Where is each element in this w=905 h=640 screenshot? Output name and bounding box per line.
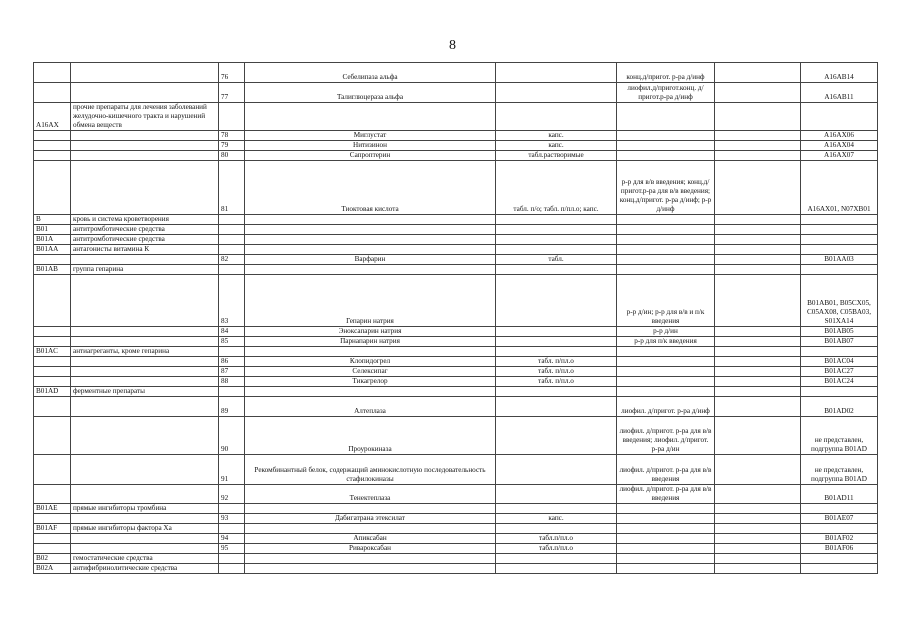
dosage-form-oral [496, 103, 617, 131]
atc-group-code [34, 83, 71, 103]
atc-group-code [34, 357, 71, 367]
empty-cell [715, 235, 801, 245]
dosage-form-oral: табл.растворимые [496, 151, 617, 161]
atc-group-code [34, 397, 71, 417]
dosage-form-parenteral [617, 504, 715, 514]
empty-cell [715, 215, 801, 225]
drug-name: Алтеплаза [245, 397, 496, 417]
row-number [219, 235, 245, 245]
table-row [34, 235, 878, 245]
atc-code [801, 387, 878, 397]
drug-name: Тикагрелор [245, 377, 496, 387]
group-description [71, 534, 219, 544]
atc-group-code [34, 337, 71, 347]
table-row [34, 544, 878, 554]
dosage-form-oral [496, 455, 617, 485]
table-row [34, 534, 878, 544]
dosage-form-oral [496, 417, 617, 455]
table-row [34, 554, 878, 564]
atc-group-code [34, 151, 71, 161]
drug-name [245, 554, 496, 564]
atc-code: A16AB14 [801, 63, 878, 83]
dosage-form-oral [496, 225, 617, 235]
dosage-form-parenteral [617, 215, 715, 225]
drug-name: Варфарин [245, 255, 496, 265]
table-row [34, 275, 878, 327]
atc-group-code [34, 275, 71, 327]
group-description [71, 417, 219, 455]
atc-group-code: B01AB [34, 265, 71, 275]
dosage-form-oral: табл. [496, 255, 617, 265]
dosage-form-oral: табл.п/пл.о [496, 534, 617, 544]
group-description [71, 455, 219, 485]
table-row [34, 377, 878, 387]
atc-code [801, 235, 878, 245]
empty-cell [715, 504, 801, 514]
dosage-form-oral [496, 83, 617, 103]
drug-name [245, 387, 496, 397]
dosage-form-parenteral: р-р для п/к введения [617, 337, 715, 347]
atc-code: B01AD02 [801, 397, 878, 417]
dosage-form-parenteral: р-р д/ин [617, 327, 715, 337]
row-number: 84 [219, 327, 245, 337]
atc-code: B01AB07 [801, 337, 878, 347]
row-number: 87 [219, 367, 245, 377]
dosage-form-oral [496, 347, 617, 357]
atc-group-code: B [34, 215, 71, 225]
page-number: 8 [449, 38, 456, 53]
dosage-form-oral [496, 554, 617, 564]
table-row [34, 63, 878, 83]
group-description: гемостатические средства [71, 554, 219, 564]
dosage-form-parenteral [617, 367, 715, 377]
group-description [71, 151, 219, 161]
atc-code [801, 347, 878, 357]
drug-name: Тенектеплаза [245, 485, 496, 504]
atc-code [801, 554, 878, 564]
atc-group-code: B01 [34, 225, 71, 235]
table-row [34, 524, 878, 534]
dosage-form-parenteral [617, 544, 715, 554]
table-row [34, 367, 878, 377]
atc-code: A16AX04 [801, 141, 878, 151]
group-description: антиагреганты, кроме гепарина [71, 347, 219, 357]
dosage-form-parenteral [617, 514, 715, 524]
atc-group-code [34, 367, 71, 377]
atc-group-code: B01AD [34, 387, 71, 397]
drug-name [245, 215, 496, 225]
table-row [34, 245, 878, 255]
table-row [34, 83, 878, 103]
group-description [71, 83, 219, 103]
empty-cell [715, 265, 801, 275]
group-description [71, 63, 219, 83]
table-row [34, 337, 878, 347]
atc-group-code [34, 417, 71, 455]
drug-name: Рекомбинантный белок, содержащий аминокислотную последовательность стафилокиназы [245, 455, 496, 485]
empty-cell [715, 367, 801, 377]
table-row [34, 103, 878, 131]
row-number: 79 [219, 141, 245, 151]
dosage-form-parenteral: лиофил. д/пригот. р-ра для в/в введения; лиофил. д/пригот. р-ра д/ин [617, 417, 715, 455]
atc-code [801, 245, 878, 255]
dosage-form-oral [496, 265, 617, 275]
empty-cell [715, 255, 801, 265]
empty-cell [715, 357, 801, 367]
dosage-form-parenteral [617, 377, 715, 387]
drug-name: Проурокиназа [245, 417, 496, 455]
atc-group-code [34, 161, 71, 215]
atc-group-code [34, 544, 71, 554]
table-row [34, 504, 878, 514]
atc-group-code [34, 63, 71, 83]
dosage-form-oral [496, 235, 617, 245]
atc-code [801, 524, 878, 534]
group-description: группа гепарина [71, 265, 219, 275]
dosage-form-oral [496, 485, 617, 504]
row-number [219, 347, 245, 357]
drug-name: Сапроптерин [245, 151, 496, 161]
table-row [34, 387, 878, 397]
group-description [71, 397, 219, 417]
empty-cell [715, 245, 801, 255]
row-number: 95 [219, 544, 245, 554]
table-row [34, 215, 878, 225]
atc-code [801, 504, 878, 514]
atc-group-code [34, 455, 71, 485]
drug-name [245, 504, 496, 514]
drug-name: Апиксабан [245, 534, 496, 544]
empty-cell [715, 554, 801, 564]
row-number [219, 387, 245, 397]
empty-cell [715, 275, 801, 327]
drug-name [245, 564, 496, 574]
atc-code: B01AF06 [801, 544, 878, 554]
drug-name [245, 245, 496, 255]
drug-name: Клопидогрел [245, 357, 496, 367]
empty-cell [715, 514, 801, 524]
atc-group-code: A16AX [34, 103, 71, 131]
dosage-form-oral: табл. п/о; табл. п/пл.о; капс. [496, 161, 617, 215]
dosage-form-oral: табл. п/пл.о [496, 377, 617, 387]
dosage-form-parenteral [617, 524, 715, 534]
atc-code: B01AE07 [801, 514, 878, 524]
atc-code [801, 564, 878, 574]
table-row [34, 455, 878, 485]
empty-cell [715, 534, 801, 544]
drug-name [245, 235, 496, 245]
row-number: 85 [219, 337, 245, 347]
dosage-form-parenteral [617, 235, 715, 245]
dosage-form-parenteral [617, 225, 715, 235]
row-number [219, 265, 245, 275]
dosage-form-oral: капс. [496, 131, 617, 141]
drug-name: Себелипаза альфа [245, 63, 496, 83]
drug-table [33, 62, 878, 574]
table-row [34, 265, 878, 275]
atc-code [801, 265, 878, 275]
dosage-form-parenteral [617, 357, 715, 367]
dosage-form-parenteral: конц.д/пригот. р-ра д/инф [617, 63, 715, 83]
dosage-form-parenteral [617, 141, 715, 151]
empty-cell [715, 63, 801, 83]
table-row [34, 397, 878, 417]
row-number: 76 [219, 63, 245, 83]
dosage-form-parenteral [617, 554, 715, 564]
empty-cell [715, 103, 801, 131]
group-description [71, 485, 219, 504]
row-number: 91 [219, 455, 245, 485]
row-number [219, 215, 245, 225]
empty-cell [715, 131, 801, 141]
row-number: 90 [219, 417, 245, 455]
row-number [219, 524, 245, 534]
group-description: антифибринолитические средства [71, 564, 219, 574]
empty-cell [715, 337, 801, 347]
dosage-form-oral: табл. п/пл.о [496, 357, 617, 367]
group-description [71, 161, 219, 215]
row-number: 81 [219, 161, 245, 215]
group-description [71, 141, 219, 151]
empty-cell [715, 417, 801, 455]
group-description [71, 514, 219, 524]
dosage-form-oral: табл. п/пл.о [496, 367, 617, 377]
dosage-form-oral: капс. [496, 514, 617, 524]
atc-group-code [34, 131, 71, 141]
atc-code: A16AX06 [801, 131, 878, 141]
atc-group-code: B01AF [34, 524, 71, 534]
atc-code: B01AF02 [801, 534, 878, 544]
dosage-form-parenteral: лиофил. д/пригот. р-ра для в/в введения [617, 485, 715, 504]
atc-group-code: B01A [34, 235, 71, 245]
row-number [219, 245, 245, 255]
dosage-form-oral [496, 564, 617, 574]
dosage-form-oral: табл.п/пл.о [496, 544, 617, 554]
atc-code: B01AC27 [801, 367, 878, 377]
atc-code: A16AX07 [801, 151, 878, 161]
drug-name: Ривароксабан [245, 544, 496, 554]
row-number [219, 504, 245, 514]
dosage-form-parenteral [617, 347, 715, 357]
drug-name: Эноксапарин натрия [245, 327, 496, 337]
row-number: 78 [219, 131, 245, 141]
atc-group-code: B01AE [34, 504, 71, 514]
drug-name: Миглустат [245, 131, 496, 141]
atc-code: B01AD11 [801, 485, 878, 504]
dosage-form-parenteral [617, 245, 715, 255]
row-number: 82 [219, 255, 245, 265]
group-description [71, 255, 219, 265]
row-number: 88 [219, 377, 245, 387]
drug-name [245, 103, 496, 131]
drug-name [245, 265, 496, 275]
table-row [34, 151, 878, 161]
dosage-form-parenteral [617, 265, 715, 275]
group-description [71, 377, 219, 387]
drug-name [245, 524, 496, 534]
drug-name: Нитизинон [245, 141, 496, 151]
table-row [34, 141, 878, 151]
group-description: прочие препараты для лечения заболеваний желудочно-кишечного тракта и нарушений обмена веществ [71, 103, 219, 131]
group-description: прямые ингибиторы тромбина [71, 504, 219, 514]
dosage-form-parenteral [617, 534, 715, 544]
dosage-form-oral [496, 524, 617, 534]
dosage-form-oral [496, 215, 617, 225]
dosage-form-parenteral [617, 387, 715, 397]
table-row [34, 131, 878, 141]
dosage-form-parenteral: лиофил. д/пригот. р-ра для в/в введения [617, 455, 715, 485]
atc-code: B01AA03 [801, 255, 878, 265]
empty-cell [715, 83, 801, 103]
atc-code: B01AC04 [801, 357, 878, 367]
drug-name: Талиглюцераза альфа [245, 83, 496, 103]
atc-code [801, 225, 878, 235]
drug-name: Дабигатрана этексилат [245, 514, 496, 524]
empty-cell [715, 377, 801, 387]
dosage-form-oral [496, 327, 617, 337]
dosage-form-parenteral: р-р д/ин; р-р для в/в и п/к введения [617, 275, 715, 327]
row-number: 94 [219, 534, 245, 544]
atc-group-code [34, 327, 71, 337]
atc-code: не представлен, подгруппа B01AD [801, 417, 878, 455]
dosage-form-parenteral: лиофил. д/пригот. р-ра д/инф [617, 397, 715, 417]
group-description [71, 337, 219, 347]
table-row [34, 357, 878, 367]
table-row [34, 327, 878, 337]
drug-name: Селексипаг [245, 367, 496, 377]
empty-cell [715, 544, 801, 554]
table-body [34, 63, 878, 574]
row-number: 92 [219, 485, 245, 504]
table-row [34, 514, 878, 524]
row-number: 77 [219, 83, 245, 103]
row-number [219, 103, 245, 131]
dosage-form-oral [496, 504, 617, 514]
table-row [34, 255, 878, 265]
atc-group-code [34, 534, 71, 544]
dosage-form-oral: капс. [496, 141, 617, 151]
empty-cell [715, 397, 801, 417]
dosage-form-oral [496, 387, 617, 397]
empty-cell [715, 347, 801, 357]
atc-code: B01AB05 [801, 327, 878, 337]
group-description: кровь и система кроветворения [71, 215, 219, 225]
drug-name: Тиоктовая кислота [245, 161, 496, 215]
empty-cell [715, 151, 801, 161]
dosage-form-oral [496, 397, 617, 417]
atc-group-code [34, 377, 71, 387]
atc-code: A16AX01, N07XB01 [801, 161, 878, 215]
empty-cell [715, 161, 801, 215]
group-description: антитромботические средства [71, 235, 219, 245]
drug-name: Парнапарин натрия [245, 337, 496, 347]
empty-cell [715, 141, 801, 151]
drug-name [245, 347, 496, 357]
dosage-form-oral [496, 337, 617, 347]
atc-group-code: B02 [34, 554, 71, 564]
atc-group-code [34, 485, 71, 504]
table-row [34, 347, 878, 357]
atc-code [801, 215, 878, 225]
atc-group-code: B01AA [34, 245, 71, 255]
atc-group-code [34, 255, 71, 265]
atc-group-code [34, 141, 71, 151]
table-row [34, 564, 878, 574]
atc-code: B01AC24 [801, 377, 878, 387]
atc-code [801, 103, 878, 131]
row-number: 93 [219, 514, 245, 524]
row-number [219, 564, 245, 574]
group-description: прямые ингибиторы фактора Xa [71, 524, 219, 534]
row-number: 80 [219, 151, 245, 161]
dosage-form-parenteral [617, 131, 715, 141]
group-description [71, 275, 219, 327]
group-description [71, 367, 219, 377]
dosage-form-parenteral [617, 151, 715, 161]
group-description [71, 357, 219, 367]
row-number: 89 [219, 397, 245, 417]
row-number: 83 [219, 275, 245, 327]
group-description: антагонисты витамина К [71, 245, 219, 255]
table-row [34, 417, 878, 455]
empty-cell [715, 387, 801, 397]
dosage-form-parenteral: р-р для в/в введения; конц.д/пригот.р-ра для в/в введения; конц.д/пригот. р-ра д/инф; р-р д/инф [617, 161, 715, 215]
dosage-form-parenteral [617, 255, 715, 265]
empty-cell [715, 225, 801, 235]
atc-group-code [34, 514, 71, 524]
dosage-form-parenteral: лиофил.д/пригот.конц. д/пригот.р-ра д/инф [617, 83, 715, 103]
dosage-form-parenteral [617, 564, 715, 574]
row-number [219, 225, 245, 235]
empty-cell [715, 327, 801, 337]
group-description: антитромботические средства [71, 225, 219, 235]
group-description [71, 544, 219, 554]
row-number: 86 [219, 357, 245, 367]
atc-code: B01AB01, B05CX05, C05AX08, C05BA03, S01XA14 [801, 275, 878, 327]
drug-name: Гепарин натрия [245, 275, 496, 327]
table-row [34, 485, 878, 504]
atc-code: A16AB11 [801, 83, 878, 103]
table-row [34, 225, 878, 235]
dosage-form-oral [496, 245, 617, 255]
dosage-form-oral [496, 63, 617, 83]
empty-cell [715, 455, 801, 485]
empty-cell [715, 485, 801, 504]
dosage-form-oral [496, 275, 617, 327]
table-row [34, 161, 878, 215]
group-description [71, 131, 219, 141]
atc-group-code: B02A [34, 564, 71, 574]
drug-name [245, 225, 496, 235]
empty-cell [715, 524, 801, 534]
group-description [71, 327, 219, 337]
empty-cell [715, 564, 801, 574]
atc-group-code: B01AC [34, 347, 71, 357]
atc-code: не представлен, подгруппа B01AD [801, 455, 878, 485]
dosage-form-parenteral [617, 103, 715, 131]
row-number [219, 554, 245, 564]
group-description: ферментные препараты [71, 387, 219, 397]
